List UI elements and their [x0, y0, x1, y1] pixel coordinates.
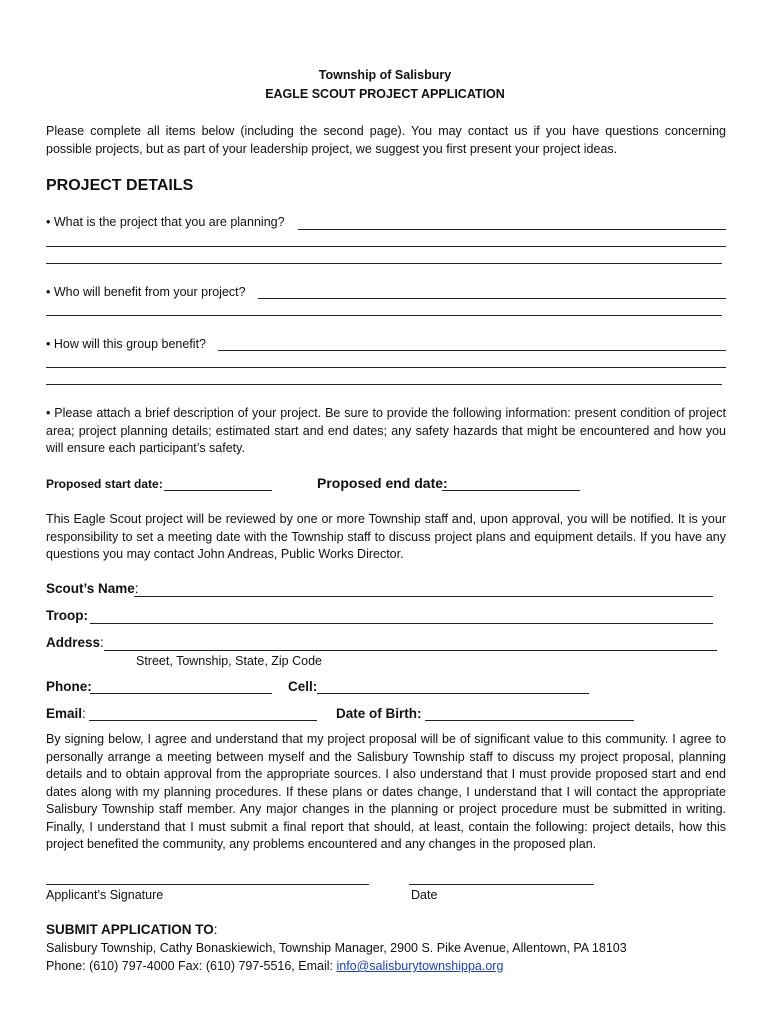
scout-name-label: Scout’s Name:: [46, 581, 139, 596]
address-hint: Street, Township, State, Zip Code: [136, 654, 322, 668]
question-group-benefit: • How will this group benefit?: [46, 337, 207, 351]
applicant-signature-label: Applicant’s Signature: [46, 888, 164, 902]
scout-name-field[interactable]: [134, 596, 713, 597]
phone-field[interactable]: [90, 693, 272, 694]
cell-label: Cell:: [288, 679, 318, 694]
project-answer-line-3[interactable]: [46, 263, 722, 264]
end-date-field[interactable]: [442, 490, 580, 491]
contact-text: Phone: (610) 797-4000 Fax: (610) 797-5516, Email:: [46, 959, 337, 973]
beneficiary-answer-line-2[interactable]: [46, 315, 722, 316]
form-title: EAGLE SCOUT PROJECT APPLICATION: [265, 87, 505, 101]
start-date-field[interactable]: [164, 490, 272, 491]
signature-date-field[interactable]: [409, 884, 594, 885]
dob-field[interactable]: [425, 720, 634, 721]
attach-description-paragraph: • Please attach a brief description of your project. Be sure to provide the following information: present condition of project area; project planning details; estimated start and end dates; any safety hazards that might be encountered and how you will ensure each participant’s safety.: [46, 406, 726, 455]
troop-field[interactable]: [90, 623, 713, 624]
submit-address: Salisbury Township, Cathy Bonaskiewich, Township Manager, 2900 S. Pike Avenue, Allentown, PA 18103: [46, 941, 627, 955]
beneficiary-answer-line-1[interactable]: [258, 298, 726, 299]
benefit-answer-line-1[interactable]: [218, 350, 726, 351]
benefit-answer-line-2[interactable]: [46, 367, 726, 368]
email-field[interactable]: [89, 720, 317, 721]
address-field[interactable]: [104, 650, 717, 651]
township-title: Township of Salisbury: [318, 68, 452, 82]
troop-label: Troop:: [46, 608, 88, 623]
start-date-label: Proposed start date:: [46, 477, 163, 491]
end-date-label: Proposed end date:: [317, 475, 448, 491]
dob-label: Date of Birth:: [336, 706, 422, 721]
benefit-answer-line-3[interactable]: [46, 384, 722, 385]
address-label: Address:: [46, 635, 104, 650]
project-details-heading: PROJECT DETAILS: [46, 177, 194, 194]
project-answer-line-2[interactable]: [46, 246, 726, 247]
email-label: Email:: [46, 706, 86, 721]
question-beneficiary: • Who will benefit from your project?: [46, 285, 246, 299]
email-link[interactable]: info@salisburytownshippa.org: [336, 959, 504, 973]
agreement-paragraph: By signing below, I agree and understand that my project proposal will be of significant value to this community. I agree to personally arrange a meeting between myself and the Salisbury Township staff to discuss my project proposal, planning details and to obtain approval from the appropriate sources. I also understand that I must provide proposed start and end dates along with my planning procedures. If these plans or dates change, I understand that I will contact the appropriate Salisbury Township staff member. Any major changes in the planning or project procedure must be submitted in writing. Finally, I understand that I must submit a final report that should, at least, contain the following: project details, how this project benefited the community, any problems encountered and any changes in the proposed plan.: [46, 732, 726, 851]
intro-paragraph: Please complete all items below (including the second page). You may contact us if you have questions concerning possible projects, but as part of your leadership project, we suggest you first present your project ideas.: [46, 124, 726, 156]
project-answer-line-1[interactable]: [298, 229, 726, 230]
cell-field[interactable]: [317, 693, 589, 694]
review-paragraph: This Eagle Scout project will be reviewed by one or more Township staff and, upon approval, you will be notified. It is your responsibility to set a meeting date with the Township staff to discuss project plans and equipment details. If you have any questions you may contact John Andreas, Public Works Director.: [46, 512, 726, 561]
submit-title: SUBMIT APPLICATION TO:: [46, 922, 218, 937]
section-title: [46, 177, 193, 195]
submit-contact: [46, 959, 503, 973]
signature-date-label: Date: [411, 888, 438, 902]
applicant-signature-field[interactable]: [46, 884, 369, 885]
phone-label: Phone:: [46, 679, 92, 694]
question-project: • What is the project that you are planning?: [46, 215, 285, 229]
